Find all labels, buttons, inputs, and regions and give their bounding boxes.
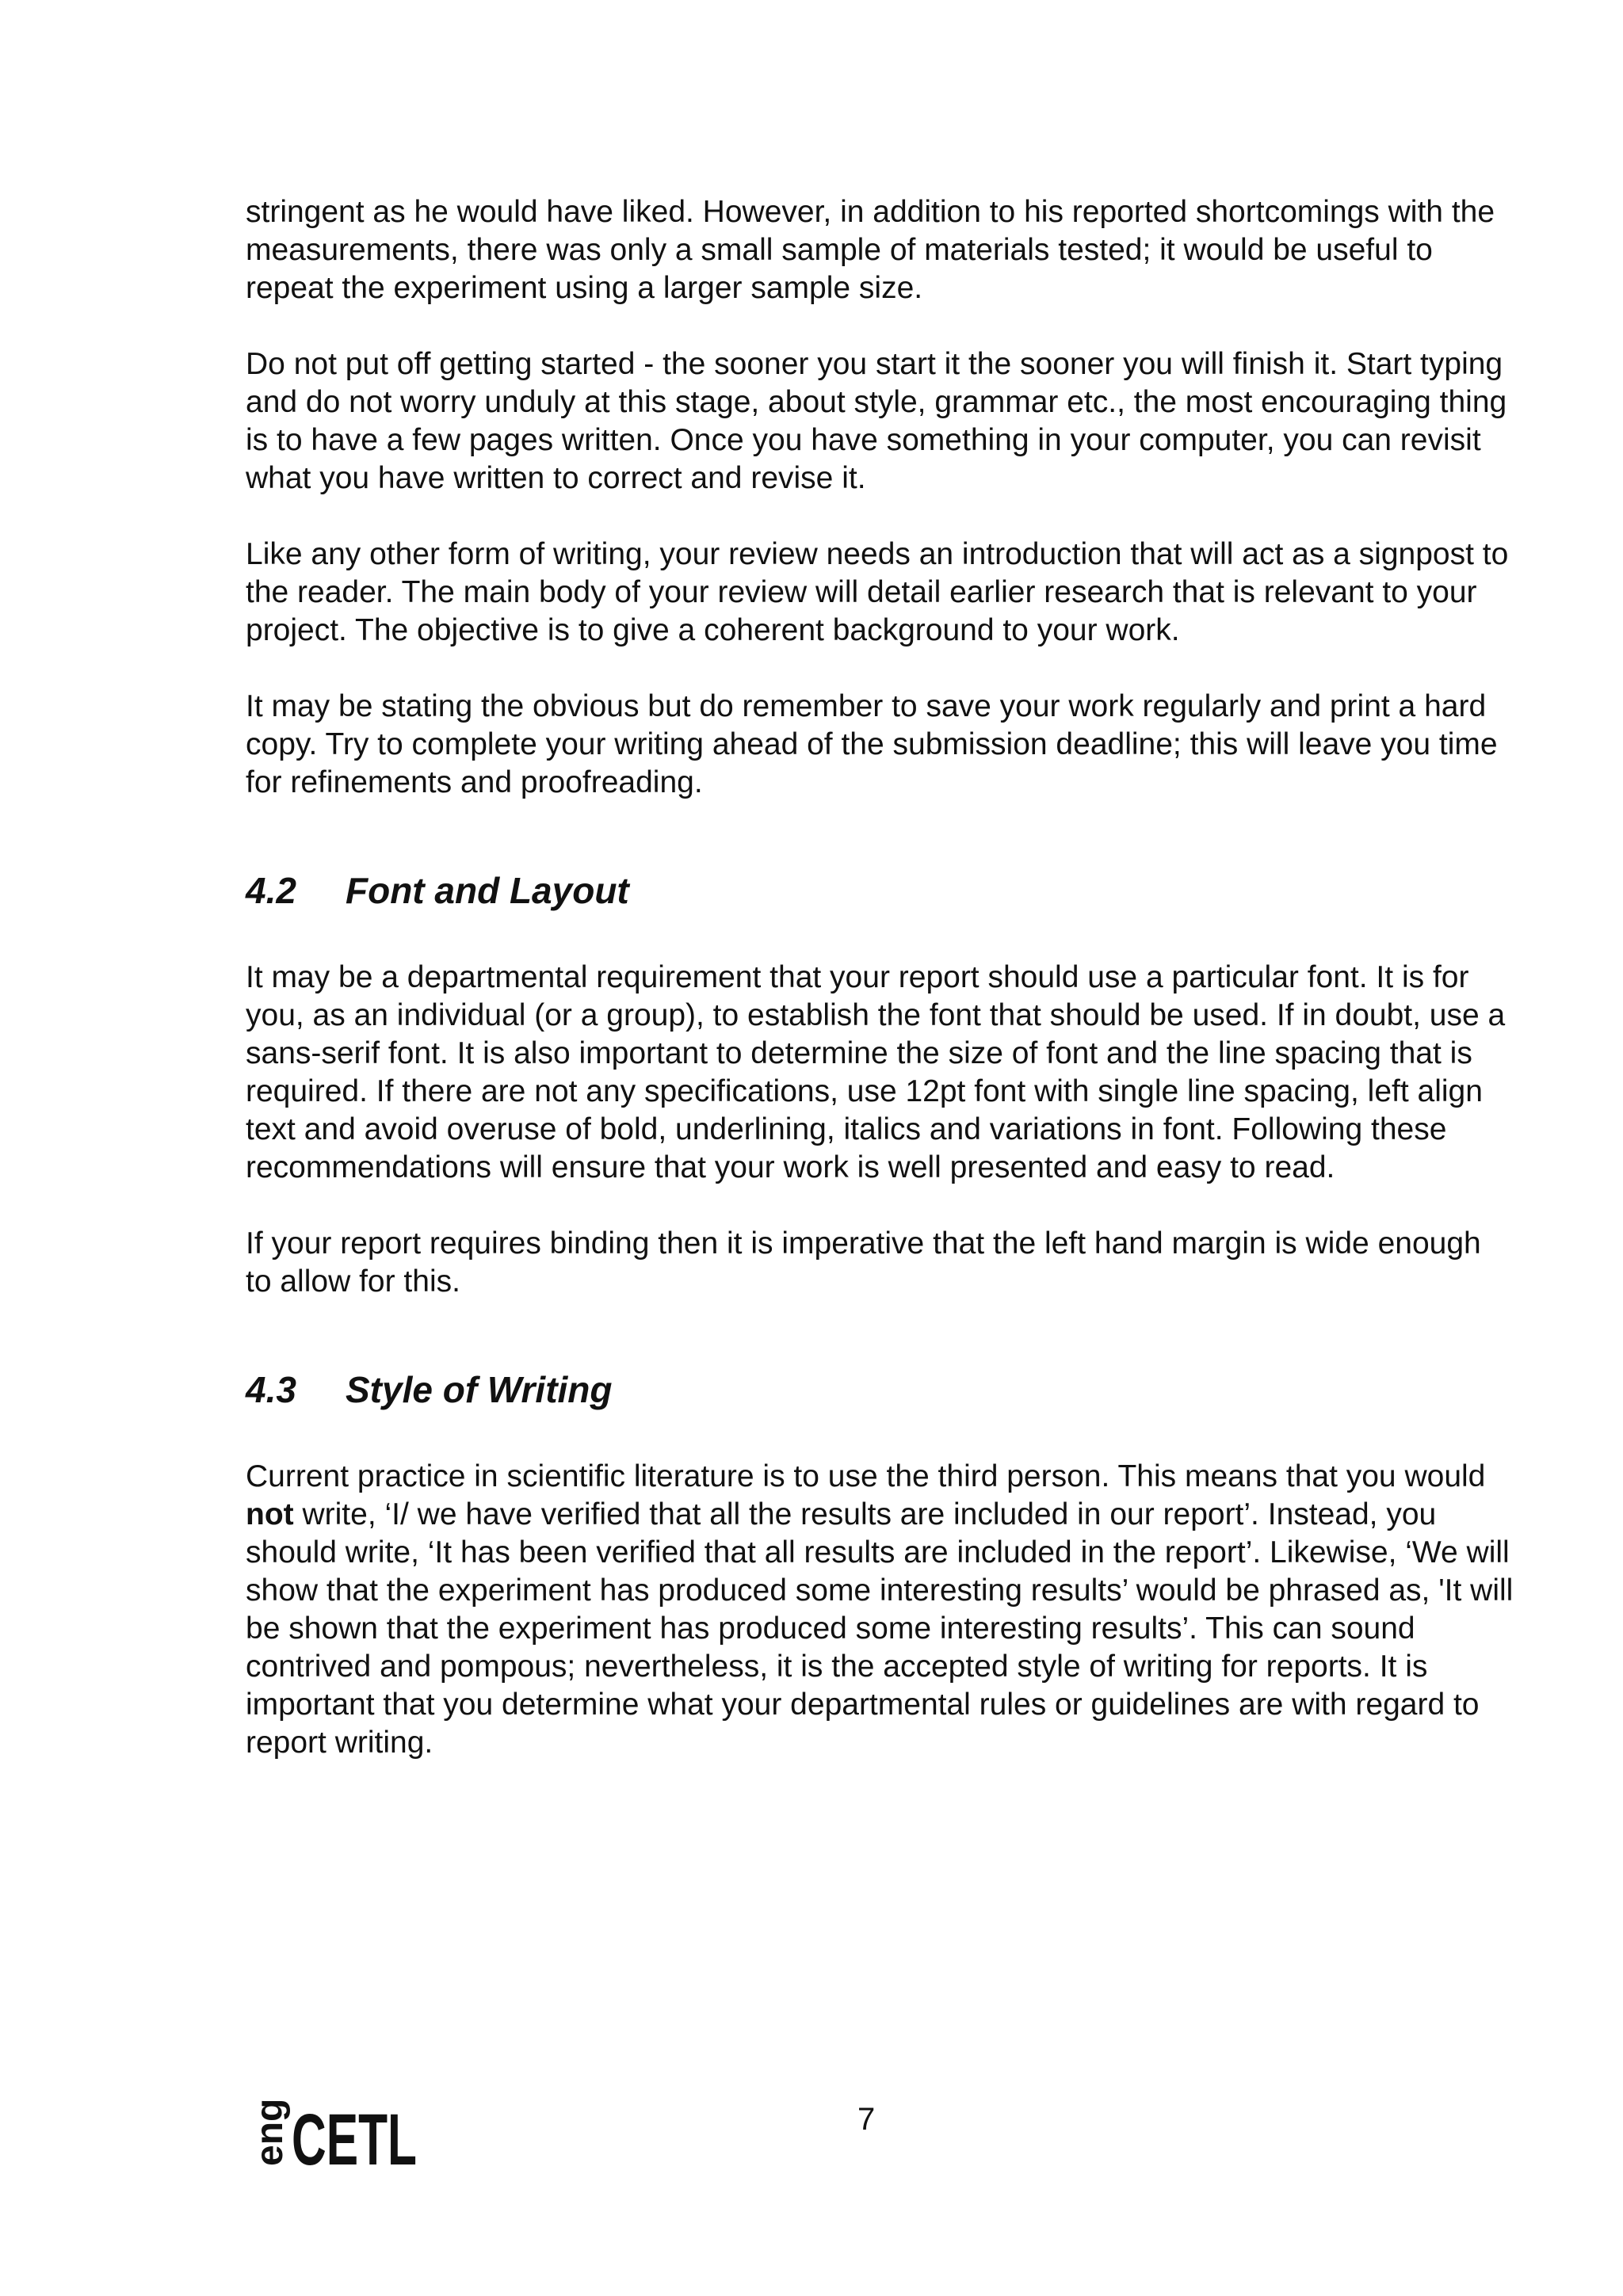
page-content xyxy=(246,193,1514,1762)
section-number: 4.2 xyxy=(246,870,296,911)
paragraph-font-layout-1: It may be a departmental requirement that your report should use a particular font. It is for you, as an individual (or a group), to establish the font that should be used. If in doubt, use a sans-serif font. It is also important to determine the size of font and the line spacing that is required. If there are not any specifications, use 12pt font with single line spacing, left align text and avoid overuse of bold, underlining, italics and variations in font. Following these recommendations will ensure that your work is well presented and easy to read. xyxy=(246,960,1506,1184)
section-title: Style of Writing xyxy=(346,1369,613,1410)
section-heading-font-layout xyxy=(246,870,1514,911)
section-title: Font and Layout xyxy=(346,870,629,911)
logo-eng-text: eng xyxy=(249,2098,291,2166)
section-number: 4.3 xyxy=(246,1369,296,1410)
paragraph-font-layout-2: If your report requires binding then it is imperative that the left hand margin is wide enough to allow for this. xyxy=(246,1226,1481,1299)
page-number: 7 xyxy=(857,2102,876,2137)
paragraph-style-writing xyxy=(246,1458,1514,1762)
eng-cetl-logo xyxy=(246,2098,420,2180)
logo-cetl-text: CETL xyxy=(292,2100,417,2180)
paragraph-intro-3: Like any other form of writing, your review needs an introduction that will act as a signpost to the reader. The main body of your review will detail earlier research that is relevant to your project. The objective is to give a coherent background to your work. xyxy=(246,537,1509,647)
paragraph-text: write, ‘I/ we have verified that all the results are included in our report’. Instead, you should write, ‘It has been verified that all results are included in the report’. Likewise, ‘We will show that the experiment has produced some interesting results’ would be phrased as, 'It will be shown that the experiment has produced some interesting results’. This can sound contrived and pompous; nevertheless, it is the accepted style of writing for reports. It is important that you determine what your departmental rules or guidelines are with regard to report writing. xyxy=(246,1497,1514,1760)
paragraph-intro-4: It may be stating the obvious but do remember to save your work regularly and print a hard copy. Try to complete your writing ahead of the submission deadline; this will leave you time for refinements and proofreading. xyxy=(246,689,1498,799)
section-heading-style-writing xyxy=(246,1369,1514,1410)
paragraph-text: Current practice in scientific literature is to use the third person. This means that you would xyxy=(246,1459,1486,1493)
logo-eng-vertical xyxy=(249,2099,291,2166)
paragraph-intro-2: Do not put off getting started - the sooner you start it the sooner you will finish it. Start typing and do not worry unduly at this stage, about style, grammar etc., the most encouraging thing is to have a few pages written. Once you have something in your computer, you can revisit what you have written to correct and revise it. xyxy=(246,347,1507,495)
emphasis-bold: not xyxy=(246,1497,294,1531)
paragraph-intro-1: stringent as he would have liked. However, in addition to his reported shortcomings with the measurements, there was only a small sample of materials tested; it would be useful to repeat the experiment using a larger sample size. xyxy=(246,195,1495,305)
